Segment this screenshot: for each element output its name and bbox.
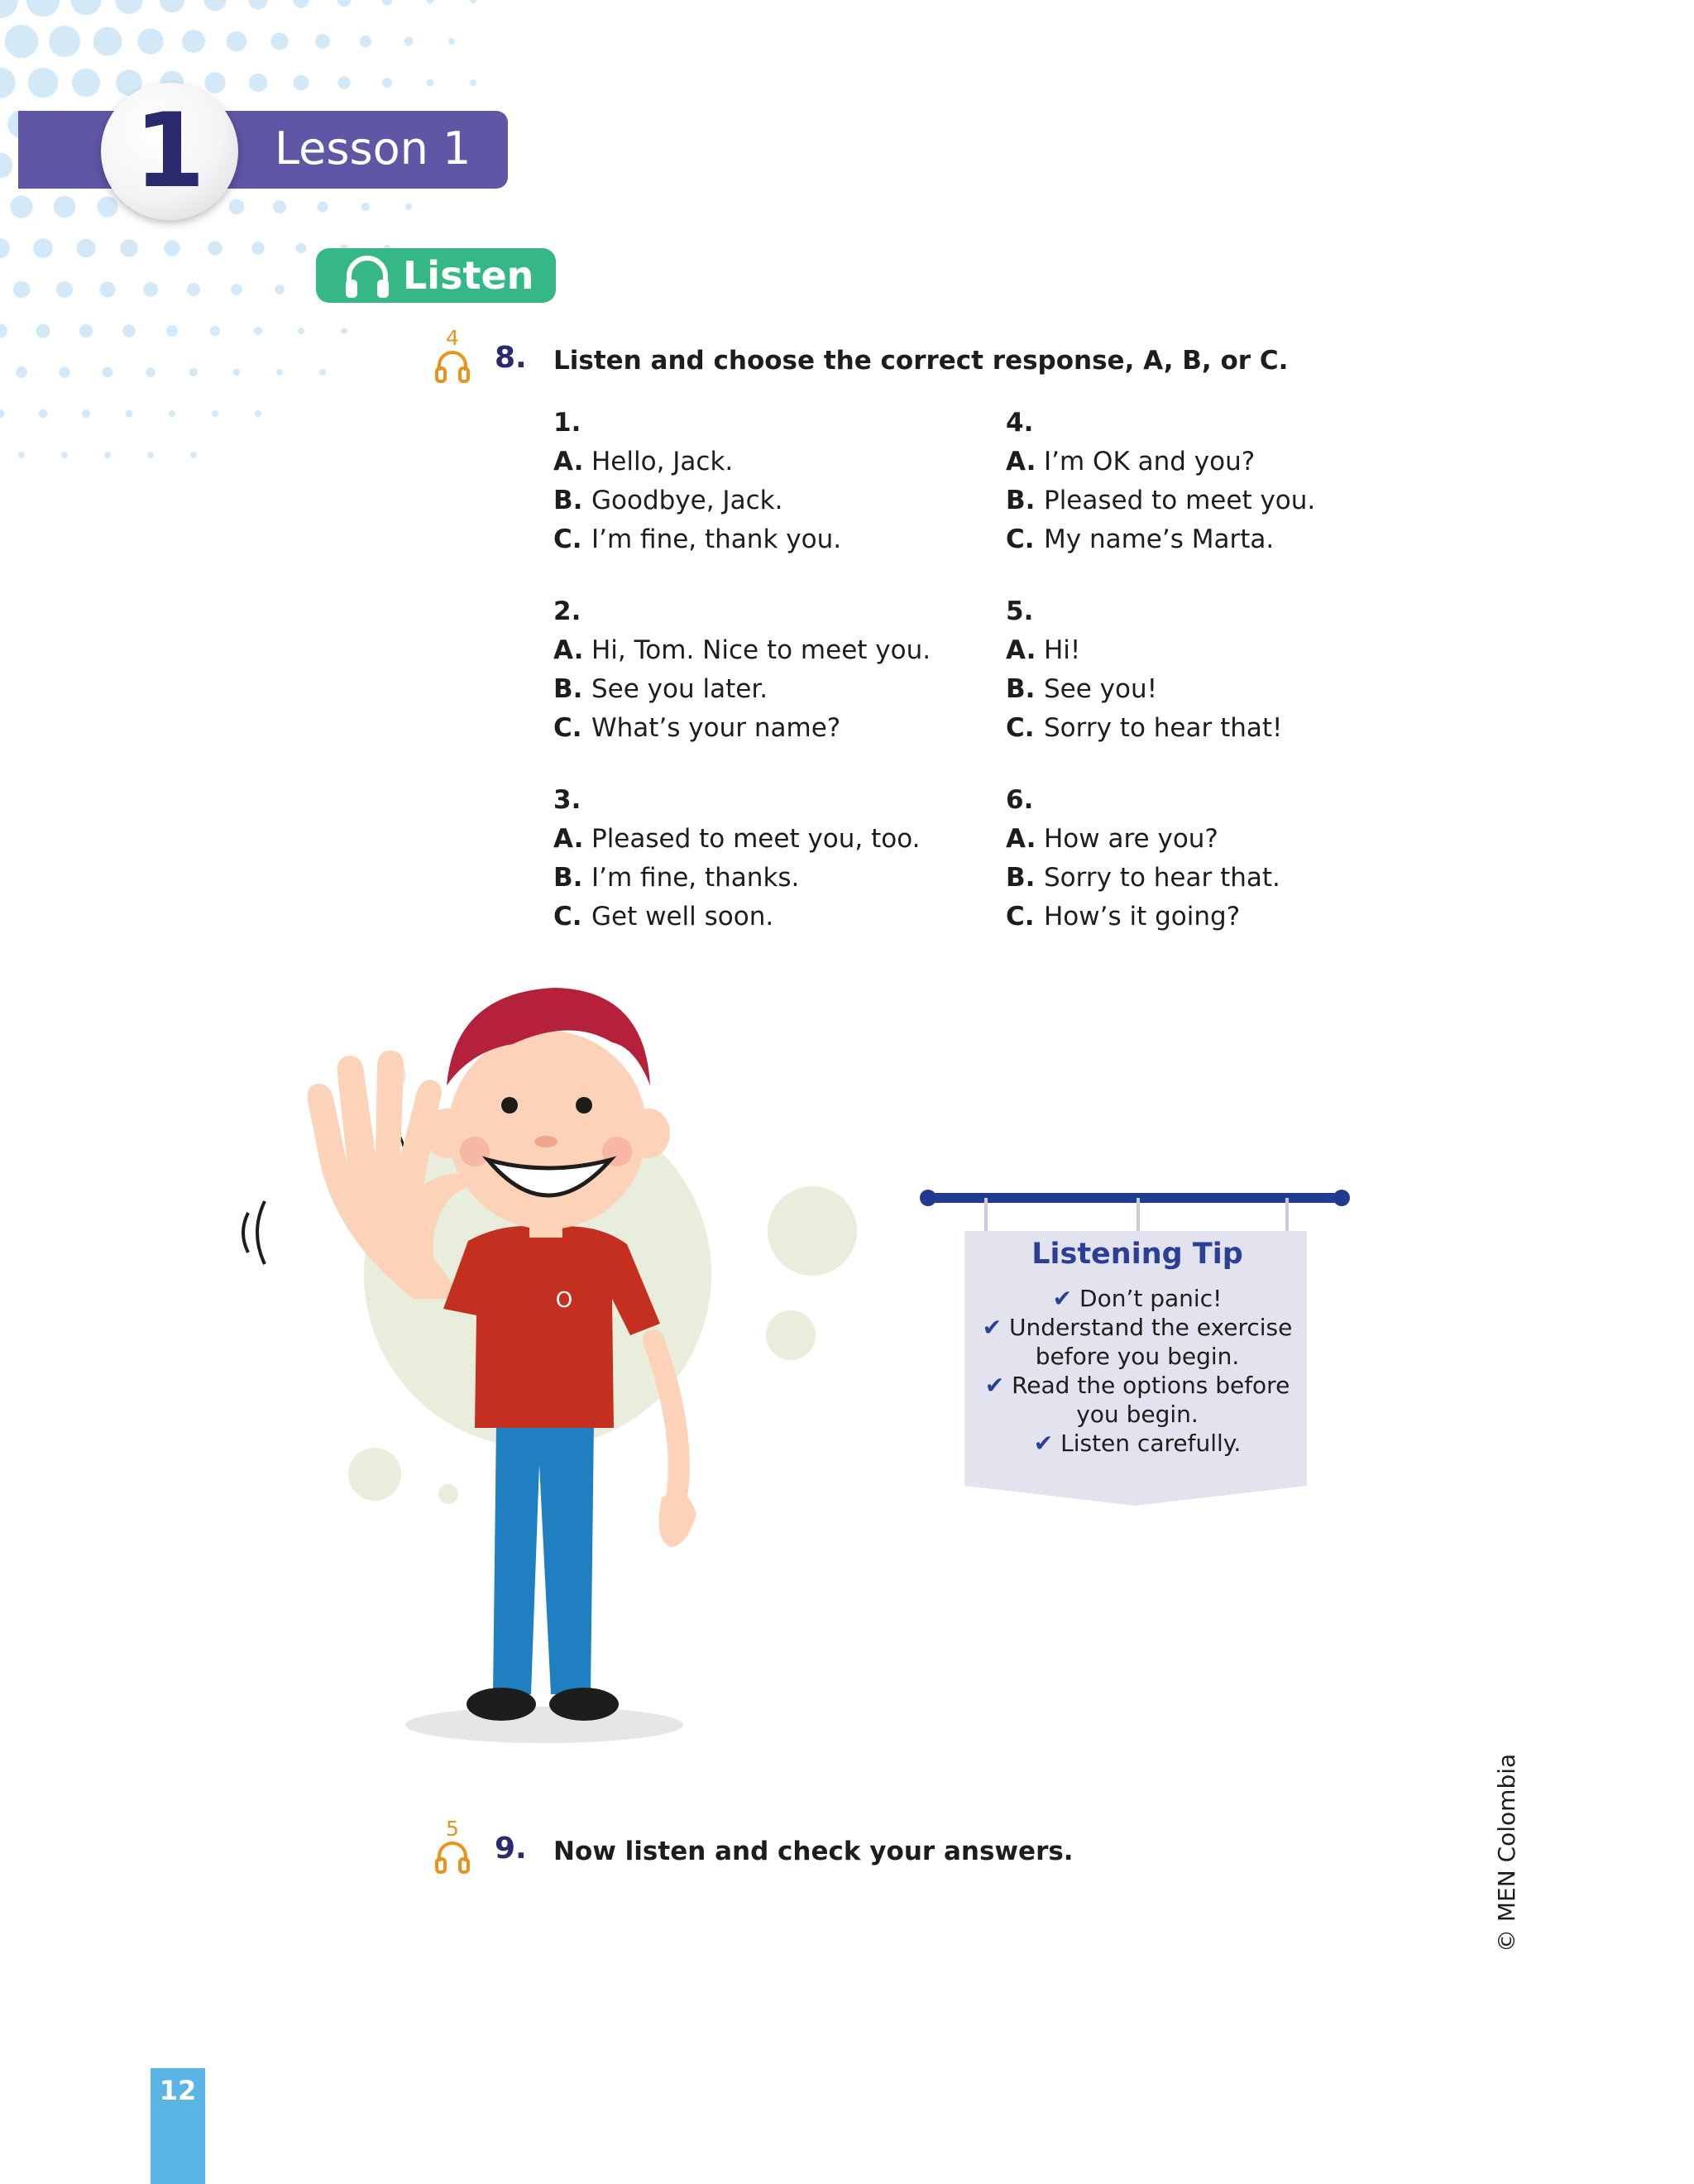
decorative-dot xyxy=(255,410,261,417)
question-block xyxy=(553,404,983,559)
answer-option[interactable]: C. I’m fine, thank you. xyxy=(553,524,842,554)
decorative-dot xyxy=(79,324,93,338)
decorative-dot xyxy=(0,323,7,338)
decorative-dot xyxy=(182,30,205,53)
exercise-number: 8. xyxy=(495,341,527,375)
exercise-instruction: Now listen and check your answers. xyxy=(553,1837,1074,1866)
question-number: 3. xyxy=(553,785,581,815)
audio-track-headphones-icon[interactable] xyxy=(433,346,472,386)
headphones-icon xyxy=(342,251,392,301)
audio-track-headphones-icon[interactable] xyxy=(433,1837,472,1876)
decorative-dot xyxy=(293,0,309,8)
decorative-dot xyxy=(382,78,392,88)
lesson-number-badge: 1 xyxy=(101,83,238,220)
waving-boy-illustration xyxy=(223,968,885,1762)
decorative-dot xyxy=(187,283,200,296)
answer-option[interactable]: A. Hello, Jack. xyxy=(553,447,734,477)
decorative-dot xyxy=(229,199,245,215)
decorative-dot xyxy=(36,323,50,338)
decorative-dot xyxy=(99,281,115,297)
decorative-dot xyxy=(125,410,132,417)
lesson-title: Lesson 1 xyxy=(275,122,471,175)
decorative-dot xyxy=(103,367,113,378)
answer-option[interactable]: C. My name’s Marta. xyxy=(1006,524,1275,554)
decorative-dot xyxy=(204,0,227,11)
decorative-dot xyxy=(104,452,111,458)
decorative-dot xyxy=(275,285,285,295)
decorative-dot xyxy=(0,238,10,258)
decorative-dot xyxy=(18,452,25,458)
tip-item: ✔ Read the options before xyxy=(984,1372,1290,1399)
decorative-dot xyxy=(54,196,76,218)
decorative-dot xyxy=(319,369,326,376)
tip-title: Listening Tip xyxy=(1031,1238,1243,1271)
question-block xyxy=(1006,592,1436,748)
decorative-dot xyxy=(227,31,247,52)
decorative-dot xyxy=(39,410,47,418)
decorative-dot xyxy=(5,25,38,58)
decorative-dot xyxy=(317,201,328,212)
answer-option[interactable]: B. Sorry to hear that. xyxy=(1006,863,1280,893)
question-number: 6. xyxy=(1006,785,1034,815)
decorative-dot xyxy=(426,0,433,4)
tip-item-continued: you begin. xyxy=(1076,1401,1199,1428)
decorative-dot xyxy=(147,452,154,458)
answer-option[interactable]: B. Goodbye, Jack. xyxy=(553,486,783,515)
decorative-dot xyxy=(337,0,351,7)
decorative-dot xyxy=(254,327,262,335)
decorative-dot xyxy=(448,38,455,45)
decorative-dot xyxy=(77,239,96,258)
decorative-dot xyxy=(82,410,90,418)
decorative-dot xyxy=(189,368,198,376)
decorative-dot xyxy=(72,69,100,97)
decorative-dot xyxy=(16,366,27,378)
answer-option[interactable]: C. Sorry to hear that! xyxy=(1006,713,1283,743)
svg-text:O: O xyxy=(555,1288,573,1313)
decorative-dot xyxy=(361,203,370,211)
decorative-dot xyxy=(190,452,197,458)
answer-option[interactable]: B. I’m fine, thanks. xyxy=(553,863,800,893)
question-number: 5. xyxy=(1006,596,1034,626)
tip-item-continued: before you begin. xyxy=(1035,1343,1240,1370)
decorative-dot xyxy=(296,243,307,254)
decorative-dot xyxy=(470,0,476,3)
decorative-dot xyxy=(0,67,16,98)
answer-option[interactable]: B. See you! xyxy=(1006,674,1158,704)
answer-option[interactable]: A. Pleased to meet you, too. xyxy=(553,824,921,854)
decorative-dot xyxy=(13,281,31,299)
answer-option[interactable]: C. How’s it going? xyxy=(1006,902,1241,932)
question-number: 2. xyxy=(553,596,581,626)
decorative-dot xyxy=(28,68,58,98)
decorative-dot xyxy=(470,79,476,86)
decorative-dot xyxy=(298,328,304,334)
decorative-dot xyxy=(97,196,117,217)
decorative-dot xyxy=(208,241,223,256)
decorative-dot xyxy=(251,242,264,254)
decorative-dot xyxy=(93,27,122,56)
question-block xyxy=(1006,781,1436,936)
page-number: 12 xyxy=(159,2075,197,2106)
answer-option[interactable]: A. Hi! xyxy=(1006,635,1081,665)
question-number: 1. xyxy=(553,408,581,438)
decorative-dot xyxy=(0,410,4,419)
decorative-dot xyxy=(120,239,137,256)
decorative-dot xyxy=(427,79,434,87)
tip-item: ✔ Listen carefully. xyxy=(1033,1430,1242,1457)
decorative-dot xyxy=(210,326,220,336)
decorative-dot xyxy=(204,72,225,93)
exercise-number: 9. xyxy=(495,1832,527,1866)
decorative-dot xyxy=(49,26,80,57)
decorative-dot xyxy=(405,204,412,210)
decorative-dot xyxy=(166,325,178,337)
decorative-dot xyxy=(341,328,347,334)
decorative-dot xyxy=(337,76,350,89)
decorative-dot xyxy=(0,153,12,179)
copyright-notice: © MEN Colombia xyxy=(1493,1753,1520,1952)
decorative-dot xyxy=(212,410,218,417)
decorative-dot xyxy=(137,28,163,54)
decorative-dot xyxy=(294,75,309,91)
tip-item: ✔ Don’t panic! xyxy=(1052,1285,1223,1312)
answer-option[interactable]: C. What’s your name? xyxy=(553,713,841,743)
decorative-dot xyxy=(143,282,158,297)
decorative-dot xyxy=(70,0,101,16)
decorative-dot xyxy=(61,452,68,458)
decorative-dot xyxy=(146,367,156,377)
answer-option[interactable]: A. I’m OK and you? xyxy=(1006,447,1256,477)
listen-section-label: Listen xyxy=(403,253,534,298)
decorative-dot xyxy=(122,324,135,337)
decorative-dot xyxy=(26,0,60,17)
decorative-dot xyxy=(33,238,53,258)
decorative-dot xyxy=(164,240,180,256)
answer-option[interactable]: B. Pleased to meet you. xyxy=(1006,486,1316,515)
question-block xyxy=(553,592,983,748)
decorative-dot xyxy=(115,0,143,14)
question-number: 4. xyxy=(1006,408,1034,438)
decorative-dot xyxy=(160,0,184,12)
answer-option[interactable]: B. See you later. xyxy=(553,674,768,704)
decorative-dot xyxy=(233,369,240,376)
track-number: 5 xyxy=(446,1817,459,1841)
answer-option[interactable]: C. Get well soon. xyxy=(553,902,774,932)
decorative-dot xyxy=(404,37,414,46)
decorative-dot xyxy=(59,366,70,378)
decorative-dot xyxy=(382,0,393,5)
decorative-dot xyxy=(249,74,267,92)
question-block xyxy=(1006,404,1436,559)
answer-option[interactable]: A. How are you? xyxy=(1006,824,1218,854)
tip-item: ✔ Understand the exercise xyxy=(982,1314,1293,1341)
decorative-dot xyxy=(276,369,283,376)
decorative-dot xyxy=(56,281,73,298)
decorative-dot xyxy=(273,200,286,213)
decorative-dot xyxy=(0,0,18,18)
decorative-dot xyxy=(10,195,32,218)
decorative-dot xyxy=(270,32,288,50)
question-block xyxy=(553,781,983,936)
decorative-dot xyxy=(169,410,175,417)
decorative-dot xyxy=(231,284,242,295)
track-number: 4 xyxy=(446,326,459,350)
decorative-dot xyxy=(248,0,267,10)
answer-option[interactable]: A. Hi, Tom. Nice to meet you. xyxy=(553,635,931,665)
exercise-instruction: Listen and choose the correct response, A, B, or C. xyxy=(553,346,1289,376)
decorative-dot xyxy=(315,34,330,49)
decorative-dot xyxy=(360,36,371,47)
